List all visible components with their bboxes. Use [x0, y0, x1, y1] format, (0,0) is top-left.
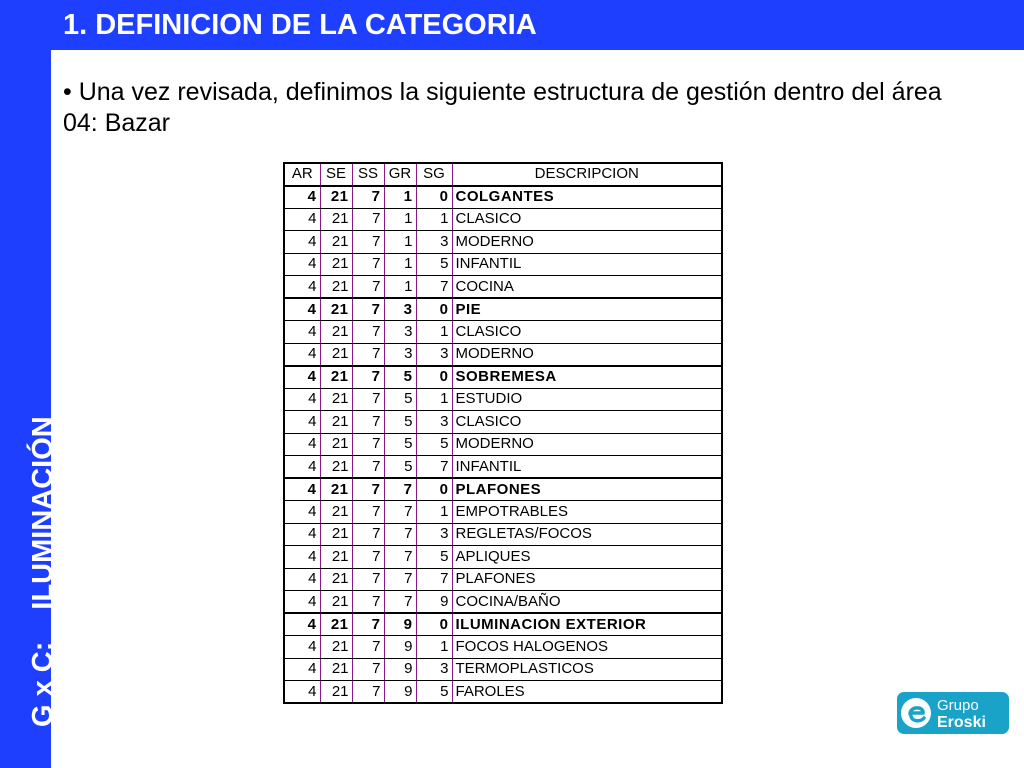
cell-ar: 4 — [284, 456, 320, 479]
page-title: 1. DEFINICION DE LA CATEGORIA — [63, 9, 537, 41]
cell-descripcion: FOCOS HALOGENOS — [452, 636, 722, 659]
cell-ar: 4 — [284, 343, 320, 366]
cell-gr: 7 — [384, 523, 416, 546]
cell-gr: 5 — [384, 388, 416, 411]
cell-descripcion: COCINA/BAÑO — [452, 591, 722, 614]
table-row — [284, 681, 722, 704]
cell-descripcion: FAROLES — [452, 681, 722, 704]
header-ss: SS — [352, 163, 384, 186]
cell-sg: 7 — [416, 276, 452, 299]
table-row — [284, 568, 722, 591]
table-row — [284, 388, 722, 411]
cell-gr: 7 — [384, 568, 416, 591]
cell-ar: 4 — [284, 208, 320, 231]
table-row — [284, 276, 722, 299]
cell-ar: 4 — [284, 546, 320, 569]
table-row — [284, 546, 722, 569]
cell-ss: 7 — [352, 276, 384, 299]
cell-se: 21 — [320, 321, 352, 344]
cell-ss: 7 — [352, 231, 384, 254]
cell-descripcion: ESTUDIO — [452, 388, 722, 411]
table-row — [284, 658, 722, 681]
table-row — [284, 208, 722, 231]
cell-descripcion: EMPOTRABLES — [452, 501, 722, 524]
table-row — [284, 343, 722, 366]
cell-ar: 4 — [284, 231, 320, 254]
cell-ar: 4 — [284, 613, 320, 636]
cell-gr: 9 — [384, 613, 416, 636]
cell-sg: 5 — [416, 546, 452, 569]
header-ar: AR — [284, 163, 320, 186]
cell-sg: 0 — [416, 186, 452, 209]
cell-descripcion: CLASICO — [452, 411, 722, 434]
cell-se: 21 — [320, 501, 352, 524]
cell-descripcion: PLAFONES — [452, 568, 722, 591]
cell-se: 21 — [320, 591, 352, 614]
table-row — [284, 366, 722, 389]
cell-se: 21 — [320, 343, 352, 366]
cell-ar: 4 — [284, 501, 320, 524]
table-row — [284, 636, 722, 659]
cell-ss: 7 — [352, 568, 384, 591]
cell-ar: 4 — [284, 591, 320, 614]
cell-sg: 0 — [416, 366, 452, 389]
table-row — [284, 298, 722, 321]
cell-ss: 7 — [352, 546, 384, 569]
cell-descripcion: MODERNO — [452, 433, 722, 456]
cell-sg: 0 — [416, 613, 452, 636]
cell-gr: 9 — [384, 681, 416, 704]
grupo-eroski-logo — [897, 692, 1009, 734]
cell-ss: 7 — [352, 321, 384, 344]
cell-gr: 3 — [384, 298, 416, 321]
header-sg: SG — [416, 163, 452, 186]
cell-sg: 7 — [416, 456, 452, 479]
cell-descripcion: ILUMINACION EXTERIOR — [452, 613, 722, 636]
cell-se: 21 — [320, 298, 352, 321]
cell-se: 21 — [320, 276, 352, 299]
cell-ar: 4 — [284, 411, 320, 434]
cell-se: 21 — [320, 433, 352, 456]
header-gr: GR — [384, 163, 416, 186]
logo-line2: Eroski — [937, 714, 986, 731]
cell-gr: 1 — [384, 276, 416, 299]
cell-sg: 3 — [416, 411, 452, 434]
cell-ss: 7 — [352, 591, 384, 614]
cell-gr: 9 — [384, 636, 416, 659]
cell-se: 21 — [320, 456, 352, 479]
cell-ss: 7 — [352, 613, 384, 636]
cell-gr: 5 — [384, 433, 416, 456]
table-row — [284, 186, 722, 209]
table-header-row — [284, 163, 722, 186]
cell-ar: 4 — [284, 321, 320, 344]
cell-ar: 4 — [284, 186, 320, 209]
table-row — [284, 456, 722, 479]
cell-ss: 7 — [352, 253, 384, 276]
cell-gr: 7 — [384, 591, 416, 614]
cell-ar: 4 — [284, 388, 320, 411]
cell-ar: 4 — [284, 298, 320, 321]
cell-ss: 7 — [352, 636, 384, 659]
cell-descripcion: MODERNO — [452, 231, 722, 254]
cell-se: 21 — [320, 253, 352, 276]
cell-se: 21 — [320, 411, 352, 434]
table-row — [284, 591, 722, 614]
cell-se: 21 — [320, 523, 352, 546]
cell-descripcion: APLIQUES — [452, 546, 722, 569]
category-table — [283, 162, 723, 704]
cell-ss: 7 — [352, 658, 384, 681]
cell-gr: 3 — [384, 321, 416, 344]
cell-gr: 9 — [384, 658, 416, 681]
cell-descripcion: CLASICO — [452, 321, 722, 344]
cell-ss: 7 — [352, 343, 384, 366]
cell-sg: 1 — [416, 208, 452, 231]
cell-ss: 7 — [352, 478, 384, 501]
cell-sg: 1 — [416, 321, 452, 344]
logo-line1: Grupo — [937, 697, 979, 714]
cell-gr: 5 — [384, 366, 416, 389]
cell-gr: 7 — [384, 546, 416, 569]
cell-descripcion: INFANTIL — [452, 456, 722, 479]
cell-gr: 3 — [384, 343, 416, 366]
sidebar-label — [25, 416, 61, 727]
table-row — [284, 253, 722, 276]
cell-ss: 7 — [352, 681, 384, 704]
cell-se: 21 — [320, 681, 352, 704]
cell-ar: 4 — [284, 433, 320, 456]
cell-se: 21 — [320, 658, 352, 681]
table-row — [284, 613, 722, 636]
cell-se: 21 — [320, 231, 352, 254]
cell-ss: 7 — [352, 523, 384, 546]
cell-descripcion: SOBREMESA — [452, 366, 722, 389]
header-se: SE — [320, 163, 352, 186]
title-bar — [51, 0, 1024, 50]
cell-ar: 4 — [284, 658, 320, 681]
cell-gr: 5 — [384, 456, 416, 479]
cell-sg: 9 — [416, 591, 452, 614]
cell-sg: 1 — [416, 388, 452, 411]
cell-sg: 3 — [416, 231, 452, 254]
cell-descripcion: CLASICO — [452, 208, 722, 231]
cell-ss: 7 — [352, 366, 384, 389]
cell-gr: 1 — [384, 231, 416, 254]
cell-gr: 7 — [384, 478, 416, 501]
cell-sg: 0 — [416, 478, 452, 501]
cell-sg: 3 — [416, 343, 452, 366]
bullet-text: • Una vez revisada, definimos la siguiente estructura de gestión dentro del área 04: Bazar — [63, 78, 942, 137]
cell-se: 21 — [320, 366, 352, 389]
cell-descripcion: PLAFONES — [452, 478, 722, 501]
cell-descripcion: INFANTIL — [452, 253, 722, 276]
table-row — [284, 433, 722, 456]
cell-ar: 4 — [284, 636, 320, 659]
cell-se: 21 — [320, 613, 352, 636]
cell-sg: 0 — [416, 298, 452, 321]
cell-se: 21 — [320, 388, 352, 411]
cell-se: 21 — [320, 208, 352, 231]
cell-ss: 7 — [352, 456, 384, 479]
cell-se: 21 — [320, 636, 352, 659]
cell-ss: 7 — [352, 433, 384, 456]
cell-ss: 7 — [352, 388, 384, 411]
cell-descripcion: PIE — [452, 298, 722, 321]
cell-ar: 4 — [284, 681, 320, 704]
cell-se: 21 — [320, 546, 352, 569]
cell-se: 21 — [320, 186, 352, 209]
cell-descripcion: TERMOPLASTICOS — [452, 658, 722, 681]
cell-sg: 5 — [416, 433, 452, 456]
table-body — [284, 186, 722, 704]
cell-gr: 1 — [384, 186, 416, 209]
cell-ss: 7 — [352, 186, 384, 209]
sidebar-category: ILUMINACIÓN — [27, 416, 59, 610]
cell-se: 21 — [320, 568, 352, 591]
cell-sg: 3 — [416, 658, 452, 681]
table-row — [284, 523, 722, 546]
header-descripcion: DESCRIPCION — [452, 163, 722, 186]
table-row — [284, 411, 722, 434]
cell-gr: 1 — [384, 253, 416, 276]
cell-ar: 4 — [284, 523, 320, 546]
cell-descripcion: COCINA — [452, 276, 722, 299]
table-row — [284, 321, 722, 344]
sidebar — [0, 0, 59, 768]
cell-sg: 7 — [416, 568, 452, 591]
cell-sg: 3 — [416, 523, 452, 546]
table-row — [284, 501, 722, 524]
cell-ss: 7 — [352, 501, 384, 524]
cell-ar: 4 — [284, 568, 320, 591]
cell-ar: 4 — [284, 276, 320, 299]
cell-gr: 1 — [384, 208, 416, 231]
cell-gr: 7 — [384, 501, 416, 524]
cell-sg: 5 — [416, 681, 452, 704]
table-row — [284, 478, 722, 501]
cell-ar: 4 — [284, 366, 320, 389]
cell-ar: 4 — [284, 478, 320, 501]
cell-ar: 4 — [284, 253, 320, 276]
cell-se: 21 — [320, 478, 352, 501]
cell-descripcion: REGLETAS/FOCOS — [452, 523, 722, 546]
table-row — [284, 231, 722, 254]
sidebar-prefix: G x C: — [27, 641, 59, 727]
cell-gr: 5 — [384, 411, 416, 434]
cell-descripcion: COLGANTES — [452, 186, 722, 209]
cell-ss: 7 — [352, 208, 384, 231]
cell-ss: 7 — [352, 411, 384, 434]
cell-sg: 1 — [416, 501, 452, 524]
cell-descripcion: MODERNO — [452, 343, 722, 366]
cell-sg: 5 — [416, 253, 452, 276]
cell-sg: 1 — [416, 636, 452, 659]
cell-ss: 7 — [352, 298, 384, 321]
